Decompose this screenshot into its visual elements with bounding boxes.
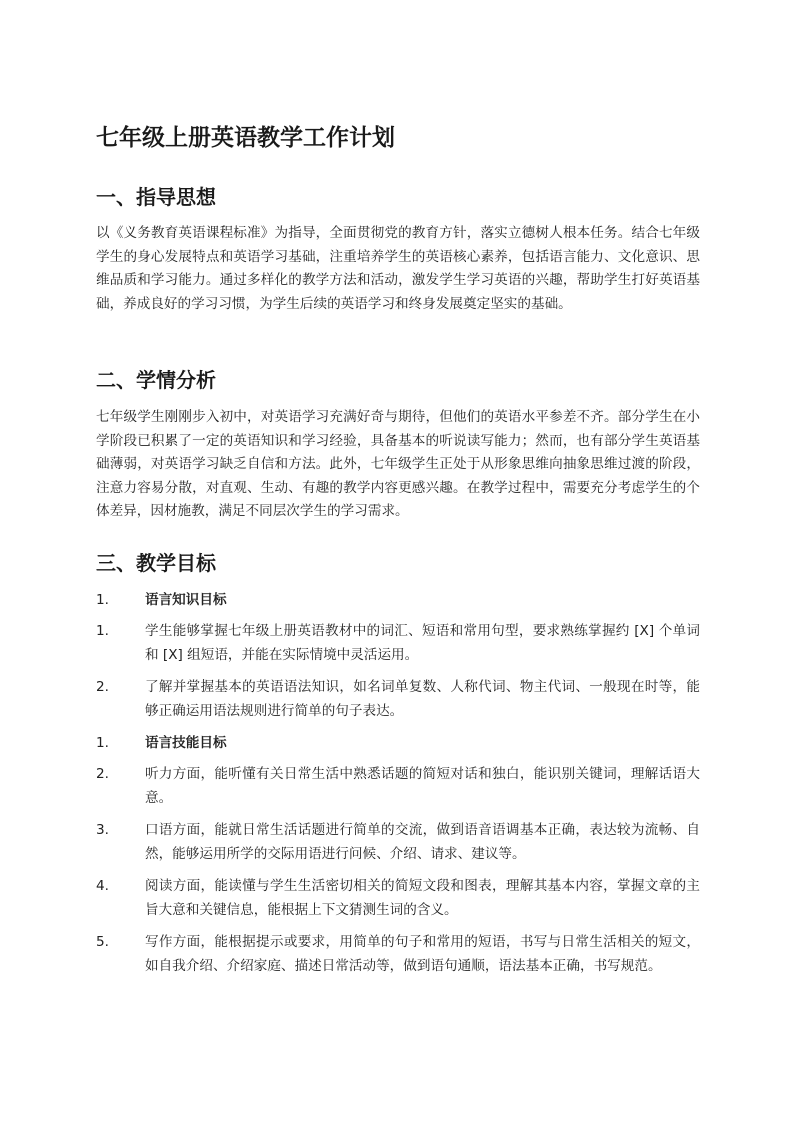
section-heading-teaching-goals: 三、教学目标 <box>96 551 216 575</box>
list-item-text: 学生能够掌握七年级上册英语教材中的词汇、短语和常用句型，要求熟练掌握约 [X] 个单词和 [X] 组短语，并能在实际情境中灵活运用。 <box>145 623 700 663</box>
list-item <box>96 931 700 978</box>
list-item <box>96 875 700 922</box>
list-item-text: 听力方面，能听懂有关日常生活中熟悉话题的简短对话和独白，能识别关键词，理解话语大意。 <box>145 766 700 806</box>
list-item-text: 语言技能目标 <box>145 735 227 751</box>
list-item-number: 2. <box>96 766 109 782</box>
list-item-text: 了解并掌握基本的英语语法知识，如名词单复数、人称代词、物主代词、一般现在时等，能够正确运用语法规则进行简单的句子表达。 <box>145 679 700 719</box>
section-heading-guiding-ideology: 一、指导思想 <box>96 185 216 209</box>
list-item-number: 2. <box>96 679 109 695</box>
list-item-text: 口语方面，能就日常生活话题进行简单的交流，做到语音语调基本正确，表达较为流畅、自然，能够运用所学的交际用语进行问候、介绍、请求、建议等。 <box>145 822 700 862</box>
section-heading-student-analysis: 二、学情分析 <box>96 368 216 392</box>
list-item-text: 写作方面，能根据提示或要求，用简单的句子和常用的短语，书写与日常生活相关的短文，如自我介绍、介绍家庭、描述日常活动等，做到语句通顺，语法基本正确，书写规范。 <box>145 934 700 974</box>
list-item-text: 阅读方面，能读懂与学生生活密切相关的简短文段和图表，理解其基本内容，掌握文章的主旨大意和关键信息，能根据上下文猜测生词的含义。 <box>145 878 700 918</box>
list-item-number: 1. <box>96 623 109 639</box>
list-item <box>96 589 700 613</box>
section-paragraph-student-analysis: 七年级学生刚刚步入初中，对英语学习充满好奇与期待，但他们的英语水平参差不齐。部分学生在小学阶段已积累了一定的英语知识和学习经验，具备基本的听说读写能力；然而，也有部分学生英语基础薄弱，对英语学习缺乏自信和方法。此外，七年级学生正处于从形象思维向抽象思维过渡的阶段，注意力容易分散，对直观、生动、有趣的教学内容更感兴趣。在教学过程中，需要充分考虑学生的个体差异，因材施教，满足不同层次学生的学习需求。 <box>96 409 700 520</box>
document-title: 七年级上册英语教学工作计划 <box>96 125 395 151</box>
list-item-text: 语言知识目标 <box>145 592 227 608</box>
list-item <box>96 620 700 667</box>
list-item <box>96 819 700 866</box>
list-item-number: 5. <box>96 934 109 950</box>
list-item-number: 3. <box>96 822 109 838</box>
list-item-number: 4. <box>96 878 109 894</box>
section-paragraph-guiding-ideology: 以《义务教育英语课程标准》为指导，全面贯彻党的教育方针，落实立德树人根本任务。结合七年级学生的身心发展特点和英语学习基础，注重培养学生的英语核心素养，包括语言能力、文化意识、思维品质和学习能力。通过多样化的教学方法和活动，激发学生学习英语的兴趣，帮助学生打好英语基础，养成良好的学习习惯，为学生后续的英语学习和终身发展奠定坚实的基础。 <box>96 225 700 312</box>
list-item <box>96 676 700 723</box>
list-item-number: 1. <box>96 735 109 751</box>
list-item <box>96 732 700 756</box>
list-item-number: 1. <box>96 592 109 608</box>
list-item <box>96 763 700 810</box>
